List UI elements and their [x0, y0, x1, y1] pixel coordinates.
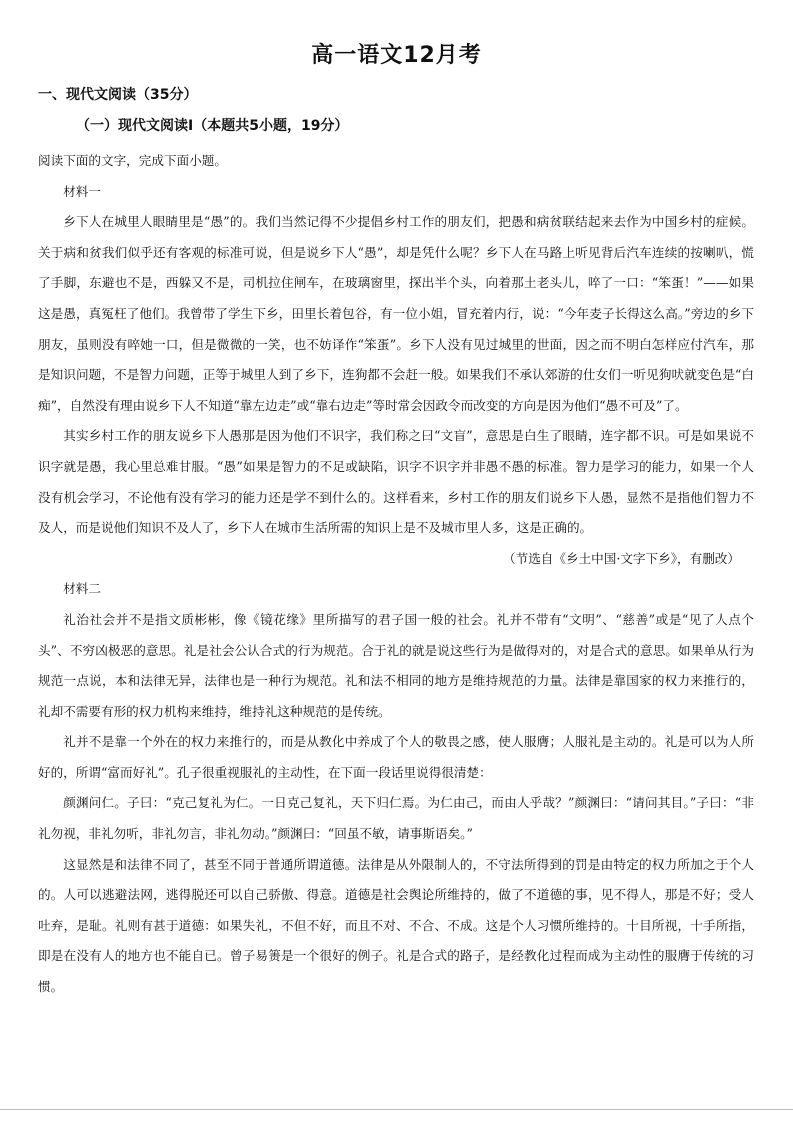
- material-two-paragraph-3: 颜渊问仁。子曰：“克己复礼为仁。一日克己复礼，天下归仁焉。为仁由己，而由人乎哉？”颜渊曰：“请问其目。”子曰：“非礼勿视，非礼勿听，非礼勿言，非礼勿动。”颜渊曰：“回虽不敏，请事斯语矣。”: [38, 795, 754, 842]
- material-two-label: 材料二: [63, 581, 101, 597]
- material-one-source: （节选自《乡土中国·文字下乡》，有删改）: [503, 550, 740, 566]
- material-two-paragraph-2: 礼并不是靠一个外在的权力来推行的，而是从教化中养成了个人的敬畏之感，使人服膺；人服礼是主动的。礼是可以为人所好的，所谓“富而好礼”。孔子很重视服礼的主动性，在下面一段话里说得很清楚：: [38, 734, 754, 780]
- page-bottom-divider: [0, 1109, 793, 1110]
- material-one-label: 材料一: [63, 183, 101, 199]
- material-one-paragraph-2: 其实乡村工作的朋友说乡下人愚那是因为他们不识字，我们称之曰“文盲”，意思是白生了眼睛，连字都不识。可是如果说不识字就是愚，我心里总难甘服。“愚”如果是智力的不足或缺陷，识字不识字并非愚不愚的标准。智力是学习的能力，如果一个人没有机会学习，不论他有没有学习的能力还是学不到什么的。这样看来，乡村工作的朋友们说乡下人愚，显然不是指他们智力不及人，而是说他们知识不及人了，乡下人在城市生活所需的知识上是不及城市里人多，这是正确的。: [38, 428, 754, 536]
- material-one-paragraph-1: 乡下人在城里人眼睛里是“愚”的。我们当然记得不少提倡乡村工作的朋友们，把愚和病贫联结起来去作为中国乡村的症候。关于病和贫我们似乎还有客观的标准可说，但是说乡下人“愚”，却是凭什么呢？乡下人在马路上听见背后汽车连续的按喇叭，慌了手脚，东避也不是，西躲又不是，司机拉住闸车，在玻璃窗里，探出半个头，向着那土老头儿，啐了一口：“笨蛋！”——如果这是愚，真冤枉了他们。我曾带了学生下乡，田里长着包谷，有一位小姐，冒充着内行，说：“今年麦子长得这么高。”旁边的乡下朋友，虽则没有啐她一口，但是微微的一笑，也不妨译作“笨蛋”。乡下人没有见过城里的世面，因之而不明白怎样应付汽车，那是知识问题，不是智力问题，正等于城里人到了乡下，连狗都不会赶一般。如果我们不承认郊游的仕女们一听见狗吠就变色是“白痴”，自然没有理由说乡下人不知道“靠左边走”或“靠右边走”等时常会因政令而改变的方向是因为他们“愚不可及”了。: [38, 214, 754, 413]
- material-two-paragraph-1: 礼治社会并不是指文质彬彬，像《镜花缘》里所描写的君子国一般的社会。礼并不带有“文明”、“慈善”或是“见了人点个头”、不穷凶极恶的意思。礼是社会公认合式的行为规范。合于礼的就是说这些行为是做得对的，对是合式的意思。如果单从行为规范一点说，本和法律无异，法律也是一种行为规范。礼和法不相同的地方是维持规范的力量。法律是靠国家的权力来推行的，礼却不需要有形的权力机构来维持，维持礼这种规范的是传统。: [38, 611, 754, 719]
- reading-passage: [38, 146, 754, 1003]
- material-two-paragraph-4: 这显然是和法律不同了，甚至不同于普通所谓道德。法律是从外限制人的，不守法所得到的罚是由特定的权力所加之于个人的。人可以逃避法网，逃得脱还可以自己骄傲、得意。道德是社会舆论所维持的，做了不道德的事，见不得人，那是不好；受人吐弃，是耻。礼则有甚于道德：如果失礼，不但不好，而且不对、不合、不成。这是个人习惯所维持的。十目所视，十手所指，即是在没有人的地方也不能自已。曾子易箦是一个很好的例子。礼是合式的路子，是经教化过程而成为主动性的服膺于传统的习惯。: [38, 856, 754, 995]
- subsection-heading: （一）现代文阅读Ⅰ（本题共5小题，19分）: [76, 118, 349, 134]
- section-heading: 一、现代文阅读（35分）: [38, 87, 198, 103]
- page-title: 高一语文12月考: [311, 43, 482, 68]
- instruction-text: 阅读下面的文字，完成下面小题。: [38, 153, 227, 168]
